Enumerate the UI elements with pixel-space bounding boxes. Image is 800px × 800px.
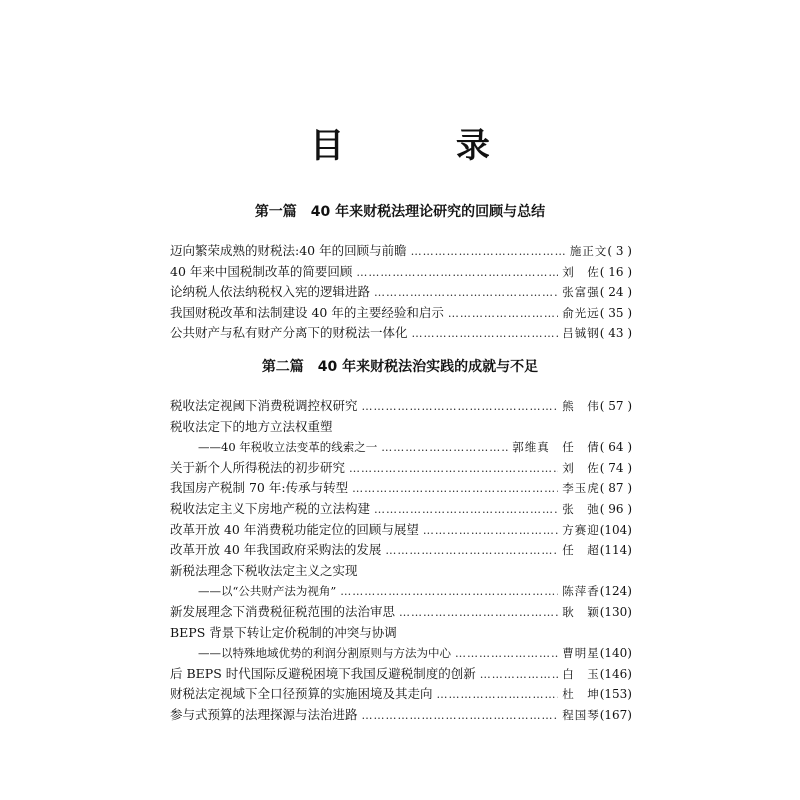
entry-title: 改革开放 40 年我国政府采购法的发展 bbox=[170, 542, 382, 558]
entry-page: (130) bbox=[599, 604, 632, 619]
entry-page: (104) bbox=[599, 522, 632, 537]
entry-title: 改革开放 40 年消费税功能定位的回顾与展望 bbox=[170, 521, 419, 537]
entry-page: ( 35 ) bbox=[599, 305, 632, 320]
entry-title: 关于新个人所得税法的初步研究 bbox=[170, 459, 346, 475]
toc-entry bbox=[170, 664, 632, 685]
entry-page: ( 87 ) bbox=[599, 481, 632, 496]
entry-author: 耿 颖 bbox=[562, 604, 600, 619]
entry-page: ( 74 ) bbox=[599, 460, 632, 475]
entry-page: (124) bbox=[599, 584, 632, 599]
entry-title: ——40 年税收立法变革的线索之一 bbox=[198, 440, 378, 455]
toc-entry bbox=[170, 540, 632, 561]
dot-leader bbox=[340, 582, 558, 603]
entry-title: 新发展理念下消费税征税范围的法治审思 bbox=[170, 603, 396, 619]
toc-entry bbox=[170, 396, 632, 417]
toc-entry bbox=[170, 581, 632, 602]
entry-page: ( 64 ) bbox=[599, 440, 632, 455]
entry-title: 迈向繁荣成熟的财税法:40 年的回顾与前瞻 bbox=[170, 243, 407, 258]
entry-author: 刘 佐 bbox=[562, 460, 600, 475]
toc-entry bbox=[170, 602, 632, 623]
entry-page: ( 43 ) bbox=[599, 326, 632, 341]
dot-leader bbox=[437, 685, 559, 706]
dot-leader bbox=[352, 479, 558, 500]
toc-entry bbox=[170, 303, 632, 324]
toc-entry bbox=[170, 478, 632, 499]
entry-page: ( 57 ) bbox=[599, 399, 632, 413]
entry-author: 郭维真 任 倩 bbox=[512, 440, 600, 455]
dot-leader bbox=[411, 242, 566, 263]
toc-entry bbox=[170, 561, 632, 582]
dot-leader bbox=[374, 283, 558, 304]
entry-page: ( 24 ) bbox=[599, 285, 632, 300]
toc-entry bbox=[170, 499, 632, 520]
part-1-entries bbox=[170, 241, 632, 344]
toc-entry bbox=[170, 417, 632, 438]
entry-title: ——以特殊地域优势的利润分割原则与方法为中心 bbox=[198, 646, 451, 661]
dot-leader bbox=[356, 263, 558, 284]
entry-author: 杜 坤 bbox=[562, 687, 600, 702]
dot-leader bbox=[480, 665, 558, 686]
toc-entry bbox=[170, 684, 632, 705]
toc-entry bbox=[170, 323, 632, 344]
entry-page: (146) bbox=[599, 666, 632, 681]
entry-title: 税收法定下的地方立法权重塑 bbox=[170, 418, 333, 434]
entry-title: 税收法定主义下房地产税的立法构建 bbox=[170, 500, 371, 516]
entry-author: 张富强 bbox=[562, 285, 600, 300]
entry-page: ( 16 ) bbox=[599, 264, 632, 279]
entry-author: 熊 伟 bbox=[562, 399, 600, 413]
entry-author: 张 弛 bbox=[562, 501, 600, 516]
entry-author: 李玉虎 bbox=[562, 481, 600, 496]
entry-title: 公共财产与私有财产分离下的财税法一体化 bbox=[170, 325, 408, 341]
page-title: 目 录 bbox=[310, 126, 540, 166]
dot-leader bbox=[362, 706, 559, 727]
entry-author: 曹明星 bbox=[562, 646, 600, 661]
dot-leader bbox=[448, 304, 558, 325]
entry-author: 俞光远 bbox=[562, 305, 600, 320]
dot-leader bbox=[412, 324, 559, 345]
dot-leader bbox=[455, 644, 558, 665]
entry-author: 程国琴 bbox=[562, 707, 600, 722]
entry-author: 吕铖钢 bbox=[562, 326, 600, 341]
entry-author: 刘 佐 bbox=[562, 264, 600, 279]
entry-page: (114) bbox=[599, 543, 632, 558]
entry-author: 方赛迎 bbox=[562, 522, 600, 537]
entry-title: 后 BEPS 时代国际反避税困境下我国反避税制度的创新 bbox=[170, 665, 476, 681]
entry-page: (140) bbox=[599, 646, 632, 661]
entry-page: (153) bbox=[599, 687, 632, 702]
toc-entry bbox=[170, 241, 632, 262]
dot-leader bbox=[374, 500, 558, 521]
part-2-entries bbox=[170, 396, 632, 726]
entry-title: 财税法定视域下全口径预算的实施困境及其走向 bbox=[170, 686, 433, 702]
part-1-heading: 第一篇 40 年来财税法理论研究的回顾与总结 bbox=[254, 204, 546, 220]
entry-title: 我国房产税制 70 年:传承与转型 bbox=[170, 480, 349, 496]
entry-author: 白 玉 bbox=[562, 666, 600, 681]
entry-author: 施正文 bbox=[569, 244, 608, 258]
entry-title: 论纳税人依法纳税权入宪的逻辑进路 bbox=[170, 284, 371, 300]
entry-title: 我国财税改革和法制建设 40 年的主要经验和启示 bbox=[170, 304, 444, 320]
dot-leader bbox=[362, 397, 559, 418]
entry-title: 40 年来中国税制改革的简要回顾 bbox=[170, 263, 353, 279]
dot-leader bbox=[423, 521, 558, 542]
toc-entry bbox=[170, 520, 632, 541]
toc-entry bbox=[170, 705, 632, 726]
entry-page: ( 3 ) bbox=[607, 244, 632, 258]
entry-author: 任 超 bbox=[562, 543, 600, 558]
toc-entry bbox=[170, 262, 632, 283]
toc-entry bbox=[170, 643, 632, 664]
entry-title: BEPS 背景下转让定价税制的冲突与协调 bbox=[170, 624, 397, 640]
toc-entry bbox=[170, 458, 632, 479]
toc-entry bbox=[170, 623, 632, 644]
entry-page: (167) bbox=[599, 707, 632, 722]
entry-title: ——以“公共财产法为视角” bbox=[198, 584, 337, 599]
entry-author: 陈萍香 bbox=[562, 584, 600, 599]
dot-leader bbox=[399, 603, 558, 624]
entry-title: 参与式预算的法理探源与法治进路 bbox=[170, 706, 358, 722]
toc-entry bbox=[170, 437, 632, 458]
dot-leader bbox=[385, 541, 558, 562]
dot-leader bbox=[381, 438, 508, 459]
dot-leader bbox=[349, 459, 558, 480]
toc-entry bbox=[170, 282, 632, 303]
part-2-heading: 第二篇 40 年来财税法治实践的成就与不足 bbox=[261, 359, 539, 375]
entry-title: 税收法定视阈下消费税调控权研究 bbox=[170, 398, 358, 413]
entry-page: ( 96 ) bbox=[599, 501, 632, 516]
entry-title: 新税法理念下税收法定主义之实现 bbox=[170, 562, 358, 578]
